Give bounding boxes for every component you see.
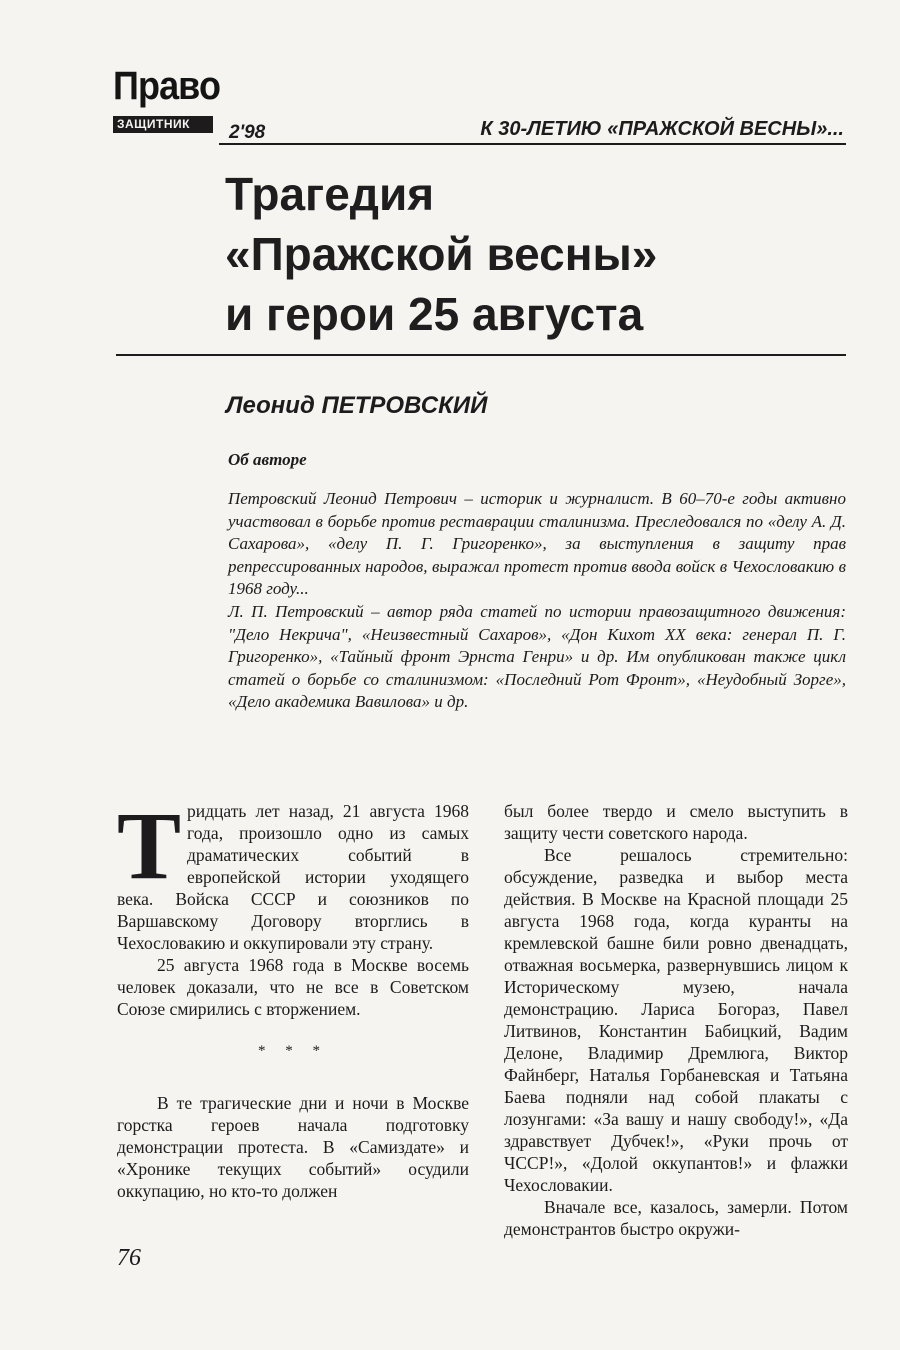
title-rule bbox=[116, 354, 846, 356]
body-column-left bbox=[117, 792, 469, 1202]
body-paragraph-5: Все решалось стремительно: обсуждение, разведка и выбор места действия. В Москве на Красной площади 25 августа 1968 года, когда куранты на кремлевской башне били ровно двенадцать, отважная восьмерка, развернувшись лицом к Историческому музею, начала демонстрацию. Лариса Богораз, Павел Литвинов, Константин Бабицкий, Вадим Делоне, Владимир Дремлюга, Виктор Файнберг, Наталья Горбаневская и Татьяна Баева подняли над собой плакаты с лозунгами: «За вашу и нашу свободу!», «Да здравствует Дубчек!», «Руки прочь от ЧССР!», «Долой оккупантов!» и флажки Чехословакии. bbox=[504, 845, 848, 1195]
about-paragraph-2: Л. П. Петровский – автор ряда статей по истории правозащитного движения: "Дело Некрича", «Неизвестный Сахаров», «Дон Кихот XX века: генерал П. Г. Григоренко», «Тайный фронт Эрнста Генри» и др. Им опубликован также цикл статей о борьбе со сталинизмом: «Последний Рот Фронт», «Неудобный Зорге», «Дело академика Вавилова» и др. bbox=[228, 601, 846, 712]
title-line-1: Трагедия bbox=[225, 168, 435, 220]
rubric-title: К 30-ЛЕТИЮ «ПРАЖСКОЙ ВЕСНЫ»... bbox=[480, 118, 844, 140]
about-author bbox=[228, 488, 846, 714]
body-paragraph-2: 25 августа 1968 года в Москве восемь человек доказали, что не все в Советском Союзе смирились с вторжением. bbox=[117, 955, 469, 1019]
issue-number: 2'98 bbox=[229, 122, 266, 143]
title-line-2: «Пражской весны» bbox=[225, 228, 658, 280]
section-separator: * * * bbox=[258, 1043, 328, 1059]
article-title bbox=[225, 164, 845, 344]
body-paragraph-4: был более твердо и смело выступить в защиту чести советского народа. bbox=[504, 801, 848, 843]
title-line-3: и герои 25 августа bbox=[225, 288, 644, 340]
about-paragraph-1: Петровский Леонид Петрович – историк и журналист. В 60–70-е годы активно участвовал в борьбе против реставрации сталинизма. Преследовался по «делу А. Д. Сахарова», «делу П. Г. Григоренко», за выступления в защиту прав репрессированных народов, выражал протест против ввода войск в Чехословакию в 1968 году... bbox=[228, 489, 846, 599]
body-paragraph-6: Вначале все, казалось, замерли. Потом демонстрантов быстро окружи- bbox=[504, 1197, 848, 1239]
about-heading: Об авторе bbox=[228, 450, 307, 469]
magazine-logo bbox=[113, 64, 221, 133]
logo-sub-text: ЗАЩИТНИК bbox=[113, 116, 213, 133]
drop-cap: Т bbox=[117, 792, 182, 899]
body-paragraph-1-text: ридцать лет назад, 21 августа 1968 года, произошло одно из самых драматических событий в европейской истории уходящего века. Войска СССР и союзников по Варшавскому Договору вторглись в Чехословакию и оккупировали эту страну. bbox=[117, 801, 469, 953]
header-rule bbox=[219, 143, 846, 145]
body-column-right bbox=[504, 800, 848, 1240]
body-paragraph-1 bbox=[117, 792, 469, 954]
author-name: Леонид ПЕТРОВСКИЙ bbox=[226, 392, 488, 419]
logo-main-text: Право bbox=[113, 64, 221, 108]
page-number: 76 bbox=[117, 1245, 141, 1271]
body-paragraph-3: В те трагические дни и ночи в Москве горстка героев начала подготовку демонстрации протеста. В «Самиздате» и «Хронике текущих событий» осудили оккупацию, но кто-то должен bbox=[117, 1093, 469, 1201]
